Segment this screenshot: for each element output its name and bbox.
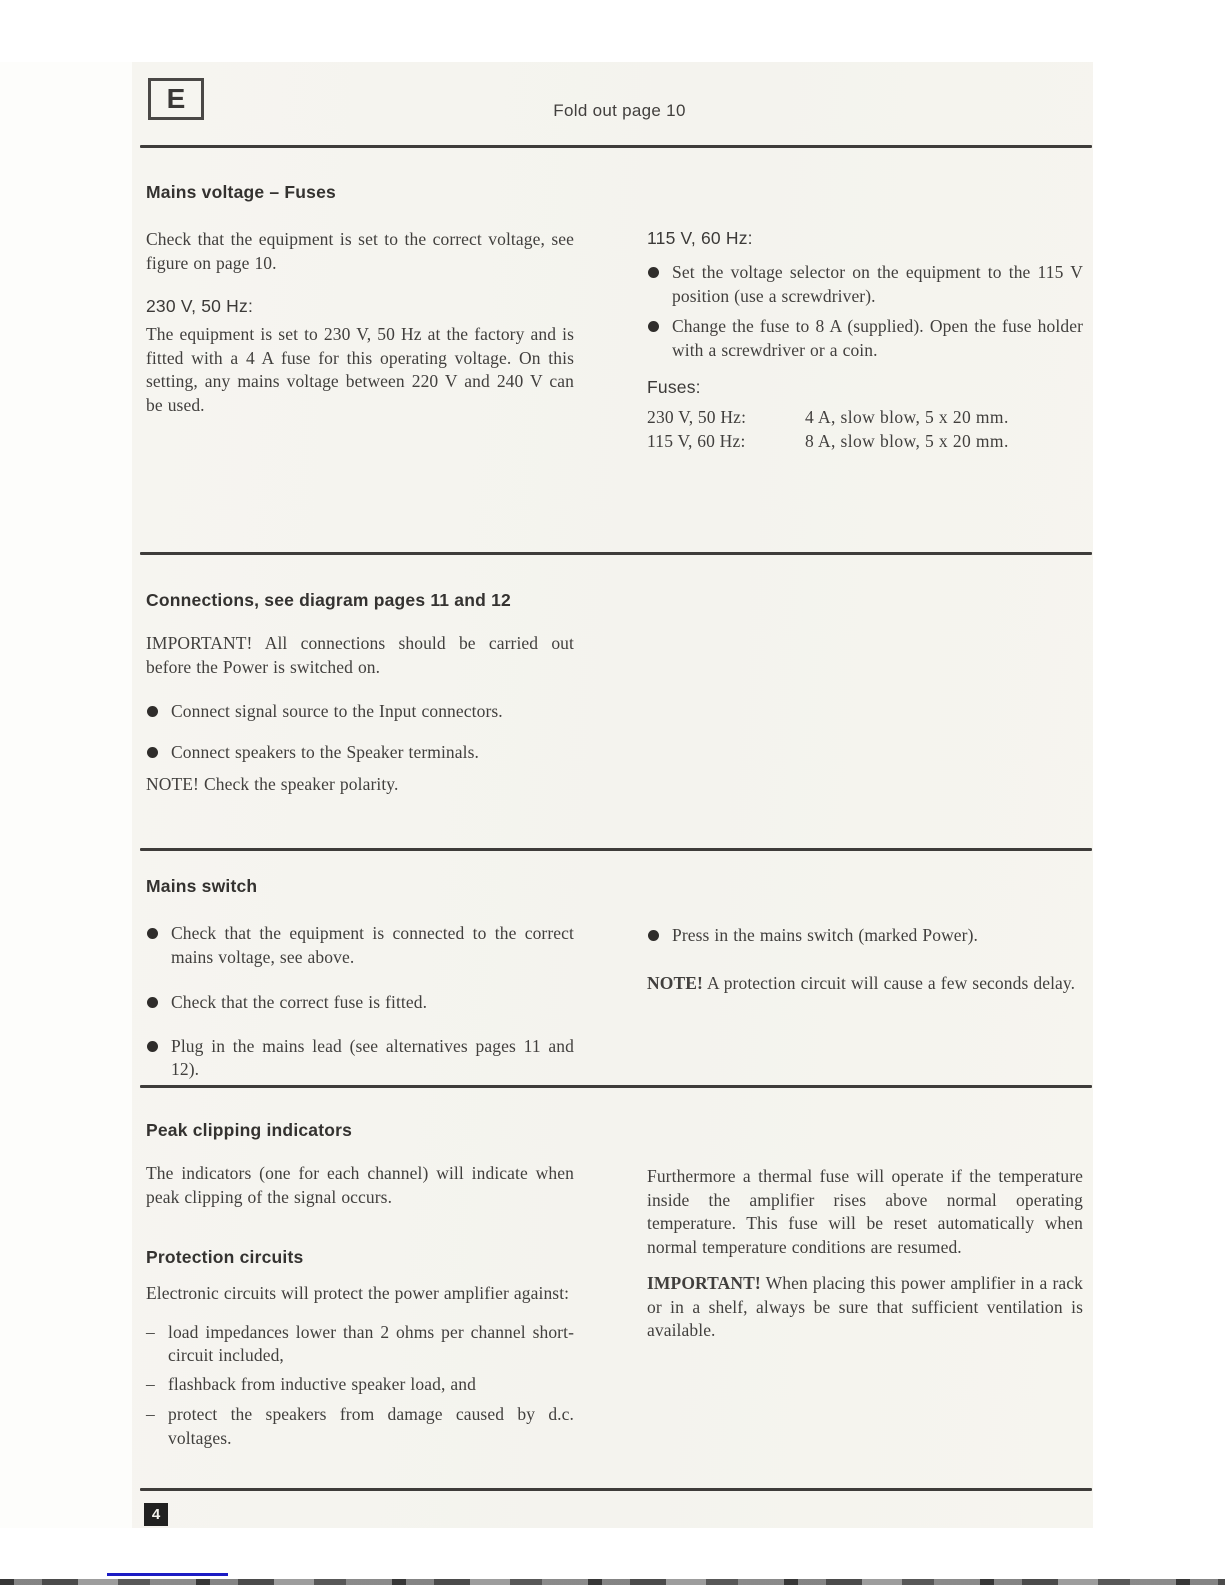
fuse-voltage-cell: 230 V, 50 Hz: xyxy=(647,407,747,427)
list-item xyxy=(146,922,574,969)
section-peak-clipping xyxy=(146,1120,1093,1450)
paragraph: Furthermore a thermal fuse will operate if the temperature inside the amplifier rises above normal operating temperature. This fuse will be reset automatically when normal temperature conditions are resumed. xyxy=(647,1166,1083,1257)
list-item-text: Press in the mains switch (marked Power). xyxy=(672,925,979,945)
scan-artifact-edge-noise xyxy=(0,1579,1225,1585)
bullet-icon xyxy=(147,1041,158,1052)
paragraph xyxy=(146,632,574,679)
list-item-text: Check that the equipment is connected to the correct mains voltage, see above. xyxy=(171,923,574,967)
language-badge-letter: E xyxy=(166,83,186,114)
list-item xyxy=(146,741,574,765)
table-row xyxy=(647,406,1083,430)
note-label: NOTE! xyxy=(647,972,703,993)
list-item xyxy=(146,1035,574,1082)
paragraph: Electronic circuits will protect the power amplifier against: xyxy=(146,1283,570,1303)
section-connections xyxy=(146,590,1093,797)
scan-margin xyxy=(0,62,132,1528)
paragraph: The indicators (one for each channel) will indicate when peak clipping of the signal occurs. xyxy=(146,1163,574,1207)
note-line xyxy=(146,773,574,797)
section-divider xyxy=(140,848,1092,851)
column-left xyxy=(146,228,574,453)
dash-icon: – xyxy=(146,1321,155,1342)
footer-divider xyxy=(140,1488,1092,1491)
list-item xyxy=(647,315,1083,362)
bullet-icon xyxy=(648,321,659,332)
section-title: Peak clipping indicators xyxy=(146,1120,353,1140)
voltage-230-label: 230 V, 50 Hz: xyxy=(146,296,254,316)
column-left xyxy=(146,1162,574,1450)
bullet-icon xyxy=(147,706,158,717)
dash-icon: – xyxy=(146,1404,155,1424)
important-label: IMPORTANT! xyxy=(146,633,253,653)
dash-list-item xyxy=(146,1373,574,1397)
important-paragraph xyxy=(647,1272,1083,1343)
list-item-text: Set the voltage selector on the equipment to the 115 V position (use a screwdriver). xyxy=(672,262,1083,306)
section-mains-voltage xyxy=(146,182,1093,453)
dash-icon: – xyxy=(146,1373,155,1394)
section-divider xyxy=(140,552,1092,555)
list-item xyxy=(647,261,1083,308)
protection-circuits-title: Protection circuits xyxy=(146,1247,304,1267)
list-item-text: Plug in the mains lead (see alternatives pages 11 and 12). xyxy=(171,1035,574,1079)
note-text: Check the speaker polarity. xyxy=(198,774,399,794)
page-number-badge xyxy=(144,1503,168,1526)
paragraph: Check that the equipment is set to the correct voltage, see figure on page 10. xyxy=(146,229,574,273)
bullet-icon xyxy=(147,747,158,758)
list-item-text: Connect signal source to the Input connectors. xyxy=(171,701,503,721)
section-title: Mains switch xyxy=(146,876,258,896)
important-text: When placing this power amplifier in a rack or in a shelf, always be sure that sufficient ventilation is available. xyxy=(647,1273,1083,1340)
list-item-text: protect the speakers from damage caused by d.c. voltages. xyxy=(168,1404,574,1448)
section-mains-switch xyxy=(146,876,1093,1082)
list-item xyxy=(146,700,574,724)
list-item-text: Connect speakers to the Speaker terminals. xyxy=(171,741,479,762)
list-item-text: load impedances lower than 2 ohms per channel short-circuit included, xyxy=(168,1321,574,1365)
bullet-icon xyxy=(648,930,659,941)
important-label: IMPORTANT! xyxy=(647,1273,761,1293)
list-item xyxy=(647,924,1083,948)
column-left xyxy=(146,922,574,1082)
scan-artifact-blue-line xyxy=(107,1573,228,1576)
fuse-table xyxy=(647,406,1083,453)
column-right xyxy=(647,1162,1083,1450)
note-text: A protection circuit will cause a few seconds delay. xyxy=(702,972,1076,993)
dash-list-item xyxy=(146,1403,574,1450)
bullet-icon xyxy=(147,997,158,1008)
list-item-text: flashback from inductive speaker load, and xyxy=(168,1373,476,1394)
list-item-text: Check that the correct fuse is fitted. xyxy=(171,992,428,1012)
column-right xyxy=(647,922,1083,1082)
fuses-label: Fuses: xyxy=(647,377,701,397)
column-right xyxy=(647,228,1083,453)
list-item-text: Change the fuse to 8 A (supplied). Open the fuse holder with a screwdriver or a coin. xyxy=(672,316,1083,360)
dash-list-item xyxy=(146,1321,574,1368)
table-row xyxy=(647,430,1083,454)
important-text: All connections should be carried out before the Power is switched on. xyxy=(146,633,574,677)
paragraph: The equipment is set to 230 V, 50 Hz at the factory and is fitted with a 4 A fuse for this operating voltage. On this setting, any mains voltage between 220 V and 240 V can be used. xyxy=(146,324,574,415)
section-title: Mains voltage – Fuses xyxy=(146,182,336,202)
fuse-voltage-cell: 115 V, 60 Hz: xyxy=(647,430,746,451)
note-label: NOTE! xyxy=(146,774,199,794)
fuse-spec-cell: 8 A, slow blow, 5 x 20 mm. xyxy=(805,430,1009,451)
fuse-spec-cell: 4 A, slow blow, 5 x 20 mm. xyxy=(805,407,1009,427)
bullet-icon xyxy=(648,267,659,278)
section-title: Connections, see diagram pages 11 and 12 xyxy=(146,590,511,610)
voltage-115-label: 115 V, 60 Hz: xyxy=(647,228,753,248)
list-item xyxy=(146,991,574,1015)
section-divider xyxy=(140,1085,1092,1088)
fold-out-note: Fold out page 10 xyxy=(553,101,686,120)
section-divider xyxy=(140,145,1092,148)
note-paragraph xyxy=(647,972,1083,996)
bullet-icon xyxy=(147,928,158,939)
page-number: 4 xyxy=(151,1506,161,1523)
